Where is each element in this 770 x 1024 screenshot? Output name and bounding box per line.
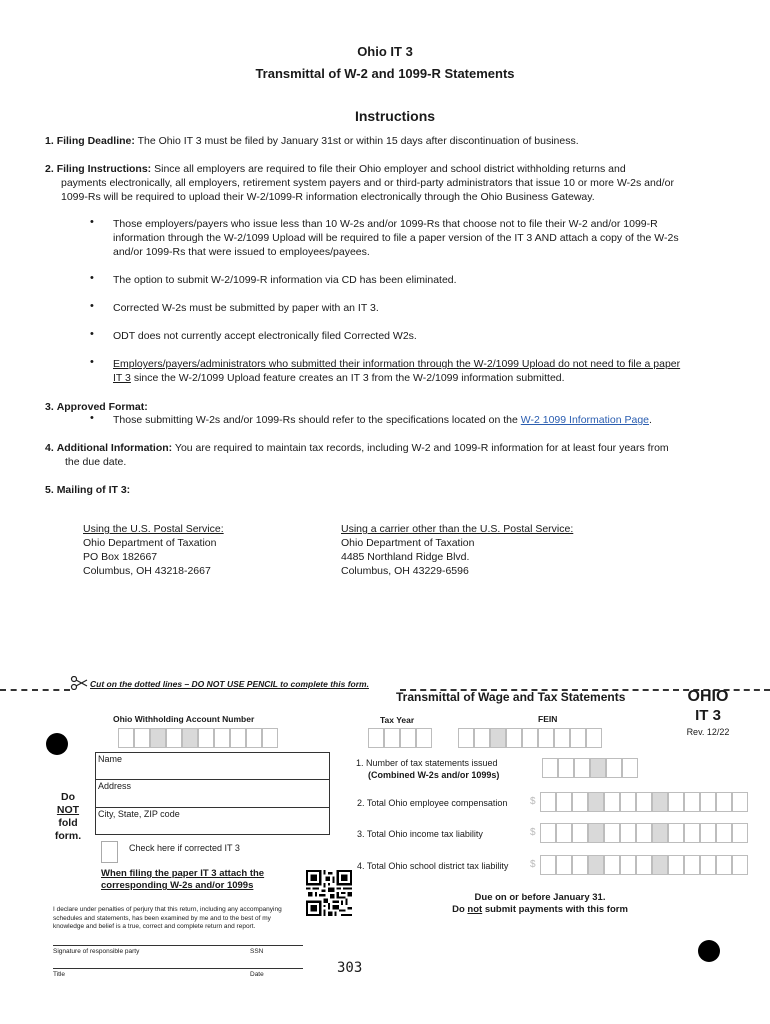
registration-mark [698, 940, 720, 962]
line2-input[interactable] [540, 792, 748, 812]
bullet-icon: • [90, 356, 94, 368]
bullet-icon: • [90, 300, 94, 312]
bullet-text: Employers/payers/administrators who submitted their information through the W-2/1099 Upload do not need to file a paper [113, 358, 681, 370]
item-text: 1099-Rs will be required to upload their W-2/1099-R information electronically through the Ohio Business Gateway. [61, 191, 595, 203]
bullet-text: The option to submit W-2/1099-R information via CD has been eliminated. [113, 274, 457, 286]
scissors-icon [70, 676, 88, 695]
registration-mark [46, 733, 68, 755]
bullet-icon: • [90, 216, 94, 228]
signature-line [53, 945, 303, 946]
corrected-label: Check here if corrected IT 3 [129, 843, 240, 853]
line1-label: 1. Number of tax statements issued (Combined W-2s and/or 1099s) [356, 758, 500, 780]
title-line [53, 968, 303, 969]
bullet-text: and/or 1099-Rs that were issued to employees/payees. [113, 246, 370, 258]
corrected-checkbox[interactable] [101, 841, 118, 863]
line1-input[interactable] [542, 758, 638, 778]
date-label: Date [250, 971, 264, 978]
qr-code [306, 870, 352, 921]
bullet-icon: • [90, 272, 94, 284]
instructions-heading: Instructions [354, 108, 436, 124]
city-state-zip-field[interactable]: City, State, ZIP code [95, 807, 330, 835]
item-text: payments electronically, all employers, retirement system payers and or third-party administrators that issue 10 or more W-2s and/or [61, 177, 674, 189]
usps-address: Using the U.S. Postal Service: Ohio Department of Taxation PO Box 182667 Columbus, OH 43218-2667 [83, 523, 224, 577]
page-subtitle: Transmittal of W-2 and 1099-R Statements [255, 66, 515, 81]
form-title: Transmittal of Wage and Tax Statements [396, 690, 626, 704]
cut-line-left [0, 689, 70, 691]
tax-year-input[interactable] [368, 728, 432, 748]
w2-1099-info-link[interactable]: W-2 1099 Information Page [520, 414, 649, 426]
no-payment-notice: Do not submit payments with this form [452, 904, 628, 915]
item-mailing: 5. Mailing of IT 3: [45, 484, 131, 496]
name-field[interactable]: Name [95, 752, 330, 780]
form-revision: Rev. 12/22 [686, 727, 730, 737]
item-filing-instructions: 2. Filing Instructions: Since all employers are required to file their Ohio employer and school district withholding returns and [45, 163, 626, 175]
item-text: the due date. [65, 456, 127, 468]
ssn-label: SSN [250, 948, 264, 955]
fein-input[interactable] [458, 728, 602, 748]
bullet-text: Corrected W-2s must be submitted by paper with an IT 3. [113, 302, 379, 314]
item-approved-format: 3. Approved Format: [45, 401, 148, 413]
item-additional-info: 4. Additional Information: You are required to maintain tax records, including W-2 and 1099-R information for at least four years from [45, 442, 669, 454]
cut-instruction: Cut on the dotted lines – DO NOT USE PENCIL to complete this form. [90, 679, 369, 689]
address-field[interactable]: Address [95, 779, 330, 808]
line3-label: 3. Total Ohio income tax liability [357, 829, 483, 839]
bullet-text: Those submitting W-2s and/or 1099-Rs should refer to the specifications located on the W-2 1099 Information Page. [113, 414, 652, 426]
line3-input[interactable] [540, 823, 748, 843]
line2-label: 2. Total Ohio employee compensation [357, 798, 508, 808]
form-code: 303 [337, 960, 363, 976]
page-title: Ohio IT 3 [357, 44, 413, 59]
bullet-text: Those employers/payers who issue less than 10 W-2s and/or 1099-Rs that choose not to file their W-2 and/or 1099-R [113, 218, 658, 230]
form-ohio: OHIO [687, 688, 729, 705]
line4-input[interactable] [540, 855, 748, 875]
fein-label: FEIN [538, 714, 558, 724]
signature-label: Signature of responsible party [53, 948, 140, 955]
declaration-text: I declare under penalties of perjury that this return, including any accompanying schedules and statements, has been examined by me and to the best of my knowledge and belief is a true, correct and complete return and report. [53, 906, 282, 930]
dollar-sign: $ [530, 827, 536, 838]
dollar-sign: $ [530, 796, 536, 807]
bullet-icon: • [90, 412, 94, 424]
item-filing-deadline: 1. Filing Deadline: The Ohio IT 3 must be filed by January 31st or within 15 days after discontinuation of business. [45, 135, 579, 147]
account-number-input[interactable] [118, 728, 278, 748]
form-it3: IT 3 [695, 707, 721, 724]
line4-label: 4. Total Ohio school district tax liability [357, 861, 509, 871]
title-label: Title [53, 971, 66, 978]
bullet-text: information through the W-2/1099 Upload will be required to file a paper version of the IT 3 AND attach a copy of the W-2s [113, 232, 679, 244]
bullet-icon: • [90, 328, 94, 340]
bullet-text: ODT does not currently accept electronically filed Corrected W2s. [113, 330, 417, 342]
attach-instruction: When filing the paper IT 3 attach the corresponding W-2s and/or 1099s [101, 868, 265, 891]
carrier-address: Using a carrier other than the U.S. Postal Service: Ohio Department of Taxation 4485 Northland Ridge Blvd. Columbus, OH 43229-6596 [341, 523, 574, 577]
due-date-notice: Due on or before January 31. [474, 892, 606, 903]
dollar-sign: $ [530, 859, 536, 870]
do-not-fold-notice: Do NOT fold form. [54, 791, 82, 842]
tax-year-label: Tax Year [380, 715, 415, 725]
account-label: Ohio Withholding Account Number [113, 714, 255, 724]
bullet-text: IT 3 since the W-2/1099 Upload feature creates an IT 3 from the W-2/1099 information submitted. [113, 372, 565, 384]
